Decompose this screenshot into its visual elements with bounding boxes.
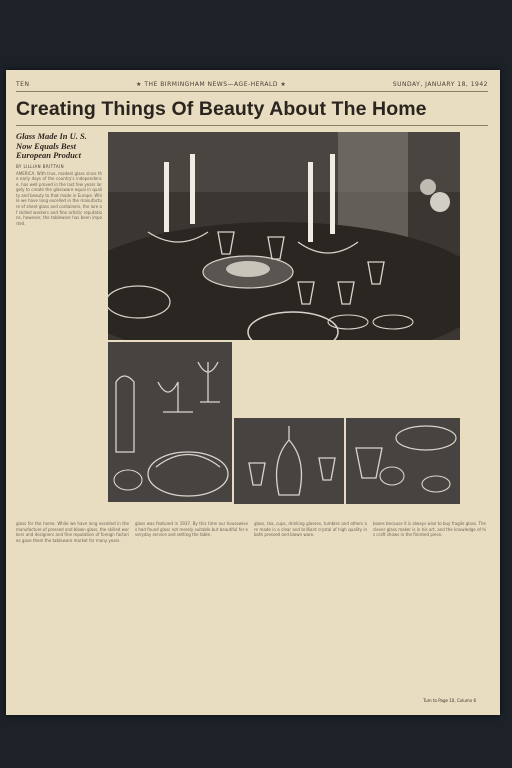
divider [16,125,488,126]
article-column: glass was featured in 1937. By this time our housewives had found glass not merely suitable but beautiful for everyday service and setting the table. [135,521,248,538]
table-setting-image [108,132,460,340]
article-text-left: AMERICA. With true, modest glass since the early days of the country's independence, has well proved in the last few years largely to create the glassware equal in quality and beauty to that made in Europe. While we have long excelled in the manufacture of sheet glass and containers, the lure of skilled workers and fine artistic reputations, however, the tableware has been imported. [16,170,102,226]
photo-layout [108,132,476,519]
continuation-line: Turn to Page 10, Column 6 [423,698,476,703]
bowls-image [346,418,460,504]
folio-line [16,78,488,92]
headline: Creating Things Of Beauty About The Home [16,98,427,120]
decanter-photo [234,418,344,504]
left-column [16,132,102,517]
newspaper-page [6,70,500,715]
article-column: boxes because it is always wise to buy fragile glass. The clever glass maker is in his art, and the knowledge of his craft shows in the finished piece. [373,521,486,538]
subhead: Glass Made In U. S. Now Equals Best European Product [16,131,87,160]
decanter-image [234,418,344,504]
issue-date: SUNDAY, JANUARY 18, 1942 [392,81,488,88]
byline: BY LILLIAN BRITTAIN [16,163,65,169]
table-setting-photo [108,132,460,340]
vase-candlestick-image [108,342,232,502]
article-column: glass, tea, cups, drinking glasses, tumbles and others are made in a clear and brilliant crystal of high quality in both pressed and blown ware. [254,521,367,538]
vase-candlestick-photo [108,342,232,502]
article-column: glass for the home. While we have long excelled in the manufacture of pressed and blown glass, the skilled workers and designers and fine reputation of foreign factories gave them the tableware market for many years. [16,521,129,543]
bowls-photo [346,418,460,504]
page-number: TEN [16,81,30,88]
masthead: ★ THE BIRMINGHAM NEWS—AGE-HERALD ★ [136,81,287,88]
article-columns [16,521,486,711]
